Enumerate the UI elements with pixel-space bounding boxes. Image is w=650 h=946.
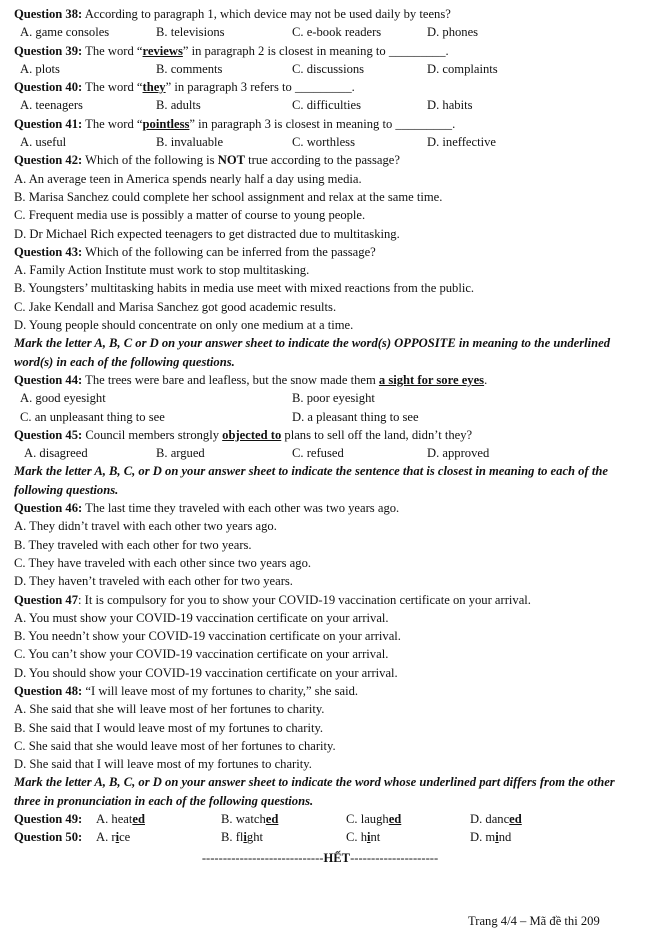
option-c: C. worthless [292,135,355,150]
option-d: D. Dr Michael Rich expected teenagers to get distracted due to multitasking. [14,226,400,241]
question-47 [14,591,634,609]
option-c: C. an unpleasant thing to see [20,409,165,424]
end-marker [14,849,626,867]
option-b: B. They traveled with each other for two years. [14,537,252,552]
option-d: D. ineffective [427,135,497,150]
question-label: Question 42: [14,153,83,168]
question-text-pre: The word “ [82,43,143,58]
question-label: Question 40: [14,80,83,95]
question-44-options-row1 [14,389,634,407]
option-d: D. mind [470,830,512,845]
question-label: Question 45: [14,427,83,442]
question-text-pre: Which of the following is [82,153,218,168]
option-c: C. Frequent media use is possibly a matter of course to young people. [14,208,366,223]
option-c: C. refused [292,446,344,461]
option-b: B. Marisa Sanchez could complete her school assignment and relax at the same time. [14,189,443,204]
option-b: B. You needn’t show your COVID-19 vaccination certificate on your arrival. [14,629,401,644]
question-39-options [14,60,634,78]
question-text-post: plans to sell off the land, didn’t they? [281,427,473,442]
question-40-options [14,96,634,114]
option-c: C. She said that she would leave most of her fortunes to charity. [14,738,336,753]
option-a: A. You must show your COVID-19 vaccination certificate on your arrival. [14,610,389,625]
question-text-pre: The trees were bare and leafless, but the snow made them [82,372,379,387]
option-d: D. phones [427,25,479,40]
option-d: D. Young people should concentrate on only one medium at a time. [14,318,354,333]
question-39 [14,42,634,60]
question-text-pre: The word “ [82,80,143,95]
question-label: Question 38: [14,7,83,21]
option-b: B. argued [156,446,205,461]
option-b: B. poor eyesight [292,391,375,406]
instruction-opposite: Mark the letter A, B, C or D on your answer sheet to indicate the word(s) OPPOSITE in meaning to the underlined word(s) in each of the following questions. [14,336,611,369]
option-a: A. plots [20,61,60,76]
instruction-closest-meaning: Mark the letter A, B, C, or D on your answer sheet to indicate the sentence that is closest in meaning to each of the following questions. [14,464,608,497]
question-text-post: ” in paragraph 2 is closest in meaning to _________. [182,43,449,58]
question-label: Question 39: [14,43,83,58]
question-46 [14,499,634,517]
option-b: B. televisions [156,25,225,40]
question-text: Which of the following can be inferred from the passage? [82,244,376,259]
question-45 [14,426,634,444]
option-d: D. a pleasant thing to see [292,409,419,424]
option-c: C. hint [346,830,381,845]
question-text-post: ” in paragraph 3 is closest in meaning to _________. [189,116,456,131]
question-label: Question 48: [14,683,83,698]
question-42 [14,151,634,169]
question-label: Question 43: [14,244,83,259]
option-d: D. complaints [427,61,498,76]
end-dashes-left: ----------------------------- [201,850,324,865]
option-a: A. teenagers [20,98,83,113]
option-b: B. She said that I would leave most of my fortunes to charity. [14,720,324,735]
underlined-word: they [142,80,166,95]
option-c: C. difficulties [292,98,362,113]
question-45-options [14,444,634,462]
option-a: A. useful [20,135,67,150]
question-48 [14,682,634,700]
underlined-phrase: a sight for sore eyes [378,372,485,387]
option-a: A. game consoles [20,25,110,40]
question-50 [14,828,634,846]
option-d: D. They haven’t traveled with each other for two years. [14,574,293,589]
question-label: Question 47 [14,592,79,607]
option-c: C. You can’t show your COVID-19 vaccination certificate on your arrival. [14,647,389,662]
option-d: D. approved [427,446,490,461]
question-38 [14,5,634,23]
question-text: : It is compulsory for you to show your COVID-19 vaccination certificate on your arrival. [78,592,531,607]
question-label: Question 44: [14,372,83,387]
option-a: A. disagreed [24,446,88,461]
option-c: C. They have traveled with each other since two years ago. [14,555,312,570]
question-40 [14,78,634,96]
question-label: Question 41: [14,116,83,131]
end-dashes-right: --------------------- [350,850,439,865]
question-43 [14,243,634,261]
instruction-pronunciation: Mark the letter A, B, C, or D on your answer sheet to indicate the word whose underlined part differs from the other three in pronunciation in each of the following questions. [14,775,615,808]
question-49 [14,810,634,828]
question-text-post: ” in paragraph 3 refers to _________. [165,80,355,95]
exam-content [14,5,634,867]
question-text: The last time they traveled with each other was two years ago. [82,501,400,516]
question-text: “I will leave most of my fortunes to charity,” she said. [82,683,359,698]
question-38-options [14,23,634,41]
end-word: HẾT [323,850,351,865]
option-c: C. e-book readers [292,25,382,40]
option-a: A. rice [96,830,131,845]
underlined-word: reviews [142,43,183,58]
option-b: B. adults [156,98,201,113]
question-44-options-row2 [14,408,634,426]
option-b: B. Youngsters’ multitasking habits in media use meet with mixed reactions from the public. [14,281,475,296]
question-text-pre: Council members strongly [82,427,223,442]
question-text-post: . [484,372,488,387]
question-label: Question 50: [14,830,83,845]
question-label: Question 46: [14,501,83,516]
question-label: Question 49: [14,812,83,827]
option-d: D. habits [427,98,473,113]
option-b: B. flight [221,830,263,845]
question-text: According to paragraph 1, which device may not be used daily by teens? [82,7,451,21]
option-d: D. She said that I will leave most of my fortunes to charity. [14,757,312,772]
option-d: D. danced [470,812,522,827]
option-a: A. Family Action Institute must work to stop multitasking. [14,263,310,278]
question-text-post: true according to the passage? [245,153,400,168]
question-41 [14,115,634,133]
question-41-options [14,133,634,151]
underlined-phrase: objected to [222,427,282,442]
option-b: B. invaluable [156,135,224,150]
option-a: A. They didn’t travel with each other two years ago. [14,519,277,534]
question-text-pre: The word “ [82,116,143,131]
option-a: A. good eyesight [20,391,106,406]
option-c: C. discussions [292,61,365,76]
option-b: B. comments [156,61,223,76]
option-a: A. An average teen in America spends nearly half a day using media. [14,171,362,186]
question-44 [14,371,634,389]
option-b: B. watched [221,812,279,827]
option-d: D. You should show your COVID-19 vaccination certificate on your arrival. [14,665,398,680]
option-c: C. laughed [346,812,402,827]
underlined-word: pointless [142,116,190,131]
option-a: A. heated [96,812,145,827]
option-c: C. Jake Kendall and Marisa Sanchez got good academic results. [14,299,337,314]
emphasis-word: NOT [217,153,246,168]
option-a: A. She said that she will leave most of her fortunes to charity. [14,702,325,717]
page-footer: Trang 4/4 – Mã đề thi 209 [468,914,600,928]
